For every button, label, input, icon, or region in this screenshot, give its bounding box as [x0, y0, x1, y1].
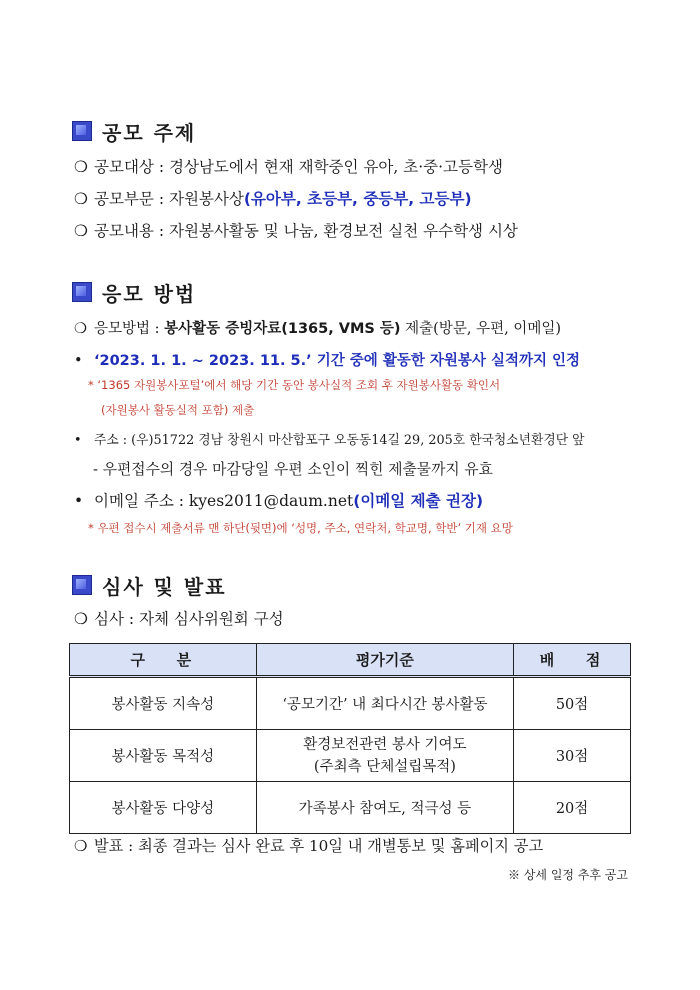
- circle-bullet-icon: ❍: [74, 190, 88, 208]
- table-row: [70, 782, 631, 834]
- table-header-row: [70, 644, 631, 677]
- row-category: 봉사활동 지속성: [70, 677, 257, 730]
- row-score: 30점: [514, 730, 631, 782]
- header-criteria: 평가기준: [256, 644, 513, 677]
- row-category: 봉사활동 다양성: [70, 782, 257, 834]
- review-line: ❍ 심사 : 자체 심사위원회 구성: [74, 610, 284, 628]
- address-line: • 주소 : (우)51722 경남 창원시 마산합포구 오동동14길 29, 205호 한국청소년환경단 앞: [74, 433, 585, 448]
- email-line: • 이메일 주소 : kyes2011@daum.net(이메일 제출 권장): [74, 492, 484, 510]
- section-heading-theme: [72, 118, 196, 144]
- section-title: 심사 및 발표: [102, 574, 227, 599]
- theme-category: ❍ 공모부문 : 자원봉사상(유아부, 초등부, 중등부, 고등부): [74, 190, 472, 208]
- circle-bullet-icon: ❍: [74, 321, 87, 337]
- square-bullet-icon: [72, 575, 92, 595]
- section-heading-method: [72, 279, 196, 305]
- score-table: [69, 643, 631, 834]
- table-row: [70, 677, 631, 730]
- portal-note-line2: (자원봉사 활동실적 포함) 제출: [101, 403, 255, 417]
- address-subnote: - 우편접수의 경우 마감당일 우편 소인이 찍힌 제출물까지 유효: [93, 461, 493, 478]
- row-criteria: ‘공모기간’ 내 최다시간 봉사활동: [256, 677, 513, 730]
- square-bullet-icon: [72, 282, 92, 302]
- theme-target: ❍ 공모대상 : 경상남도에서 현재 재학중인 유아, 초·중·고등학생: [74, 158, 503, 176]
- bullet-dot-icon: •: [74, 492, 84, 510]
- square-bullet-icon: [72, 121, 92, 141]
- circle-bullet-icon: ❍: [74, 610, 88, 628]
- header-score: 배 점: [514, 644, 631, 677]
- circle-bullet-icon: ❍: [74, 837, 88, 855]
- bullet-dot-icon: •: [74, 433, 82, 448]
- portal-note-line1: * ‘1365 자원봉사포털’에서 해당 기간 동안 봉사실적 조회 후 자원봉사활동 확인서: [88, 378, 501, 392]
- circle-bullet-icon: ❍: [74, 222, 88, 240]
- bullet-dot-icon: •: [74, 353, 83, 369]
- circle-bullet-icon: ❍: [74, 158, 88, 176]
- row-criteria: 환경보전관련 봉사 기여도 (주최측 단체설립목적): [256, 730, 513, 782]
- row-score: 50점: [514, 677, 631, 730]
- table-row: [70, 730, 631, 782]
- section-title: 응모 방법: [102, 281, 197, 306]
- mail-note: * 우편 접수시 제출서류 맨 하단(뒷면)에 ‘성명, 주소, 연락처, 학교명, 학반’ 기재 요망: [88, 521, 513, 535]
- footnote: ※ 상세 일정 추후 공고: [508, 868, 628, 882]
- announce-line: ❍ 발표 : 최종 결과는 심사 완료 후 10일 내 개별통보 및 홈페이지 공고: [74, 837, 544, 855]
- row-category: 봉사활동 목적성: [70, 730, 257, 782]
- section-title: 공모 주제: [102, 120, 197, 145]
- method-line: ❍ 응모방법 : 봉사활동 증빙자료(1365, VMS 등) 제출(방문, 우편, 이메일): [74, 321, 561, 337]
- section-heading-review: [72, 572, 227, 598]
- theme-content: ❍ 공모내용 : 자원봉사활동 및 나눔, 환경보전 실천 우수학생 시상: [74, 222, 518, 240]
- header-category: 구 분: [70, 644, 257, 677]
- row-criteria: 가족봉사 참여도, 적극성 등: [256, 782, 513, 834]
- row-score: 20점: [514, 782, 631, 834]
- period-line: • ‘2023. 1. 1. ~ 2023. 11. 5.’ 기간 중에 활동한 자원봉사 실적까지 인정: [74, 353, 581, 369]
